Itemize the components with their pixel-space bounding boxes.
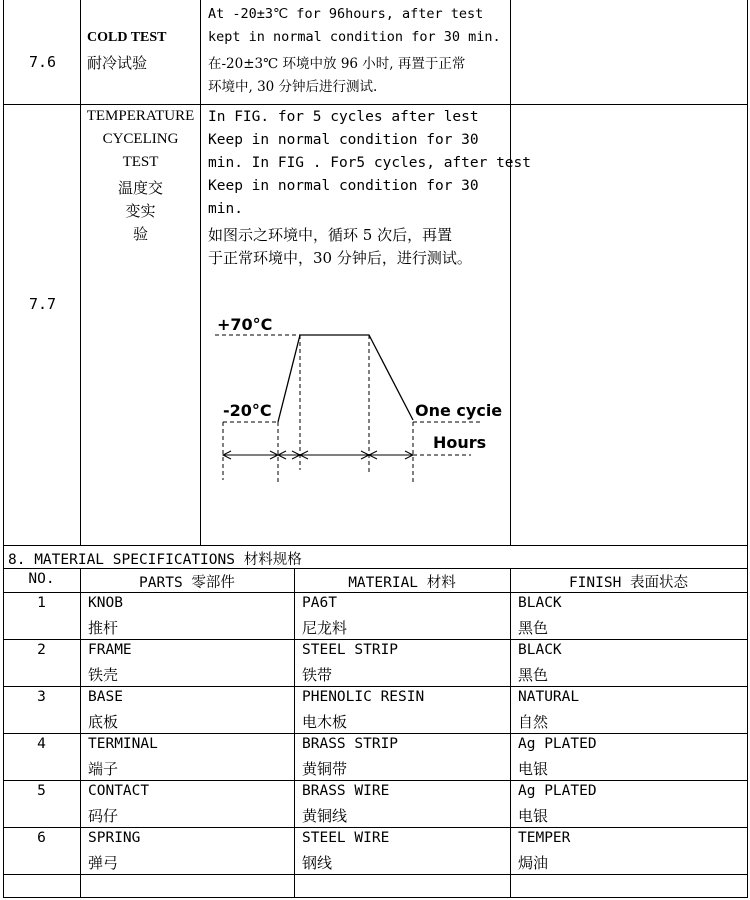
col-divider-1 — [80, 0, 81, 545]
finish-cn: 电银 — [518, 760, 549, 778]
test-item-cn: 耐冷试验 — [87, 54, 148, 72]
no-header: NO. — [28, 571, 55, 587]
table-row-divider — [3, 827, 748, 828]
test-item-en: CYCELING — [102, 131, 179, 147]
table-bottom-border — [3, 897, 748, 898]
part-name-cn: 端子 — [88, 760, 119, 778]
condition-line: At -20±3℃ for 96hours, after test — [208, 6, 484, 22]
row-no: 6 — [37, 830, 46, 846]
material-en: STEEL STRIP — [302, 642, 399, 658]
finish-en: Ag PLATED — [518, 736, 597, 752]
part-name-en: FRAME — [88, 642, 132, 658]
parts-header: PARTS 零部件 — [139, 575, 235, 591]
col-divider-2 — [200, 0, 201, 545]
finish-cn: 黑色 — [518, 619, 549, 637]
finish-cn: 黑色 — [518, 666, 549, 684]
material-en: BRASS STRIP — [302, 736, 399, 752]
condition-line: 环境中, 30 分钟后进行测试. — [208, 79, 378, 95]
condition-line: Keep in normal condition for 30 — [208, 178, 479, 194]
material-cn: 铁带 — [302, 666, 333, 684]
row-divider-7-6 — [3, 104, 748, 105]
table-row-divider — [3, 874, 748, 875]
test-no-7-6: 7.6 — [29, 53, 57, 71]
part-name-cn: 弹弓 — [88, 854, 119, 872]
table-row-divider — [3, 639, 748, 640]
finish-header: FINISH 表面状态 — [568, 575, 689, 591]
material-header: MATERIAL 材料 — [348, 575, 456, 591]
material-cn: 电木板 — [302, 713, 348, 731]
temperature-cycle-diagram — [203, 290, 508, 490]
row-no: 2 — [37, 642, 46, 658]
finish-en: TEMPER — [518, 830, 571, 846]
material-en: BRASS WIRE — [302, 783, 390, 799]
test-item-cn: 温度交 — [117, 179, 163, 197]
material-cn: 黄铜带 — [302, 760, 348, 778]
part-name-en: SPRING — [88, 830, 141, 846]
test-item-cn: 变实 — [125, 202, 156, 220]
test-item-en: TEMPERATURE — [86, 108, 195, 124]
row-no: 1 — [37, 595, 46, 611]
table-row-divider — [3, 780, 748, 781]
spec-sheet — [3, 0, 748, 898]
row-divider-7-7 — [3, 545, 748, 546]
test-item-en: COLD TEST — [87, 30, 167, 45]
condition-line: kept in normal condition for 30 min. — [208, 29, 501, 45]
condition-line: In FIG. for 5 cycles after lest — [208, 109, 479, 125]
table-row-divider — [3, 733, 748, 734]
part-name-cn: 码仔 — [88, 807, 119, 825]
finish-cn: 自然 — [518, 713, 549, 731]
condition-line: Keep in normal condition for 30 — [208, 132, 479, 148]
finish-cn: 电银 — [518, 807, 549, 825]
material-cn: 黄铜线 — [302, 807, 348, 825]
part-name-cn: 铁壳 — [88, 666, 119, 684]
condition-line: min. In FIG . For5 cycles, after test — [208, 155, 532, 171]
part-name-en: BASE — [88, 689, 123, 705]
left-border — [3, 0, 4, 898]
part-name-cn: 推杆 — [88, 619, 119, 637]
section-title: 8. MATERIAL SPECIFICATIONS 材料规格 — [8, 552, 302, 568]
row-no: 3 — [37, 689, 46, 705]
material-en: STEEL WIRE — [302, 830, 390, 846]
section-title-divider — [3, 568, 748, 569]
part-name-cn: 底板 — [88, 713, 119, 731]
row-no: 4 — [37, 736, 46, 752]
material-cn: 钢线 — [302, 854, 333, 872]
condition-line: 于正常环境中，30 分钟后，进行测试。 — [208, 249, 472, 267]
table-header-divider — [3, 592, 748, 593]
part-name-en: KNOB — [88, 595, 123, 611]
low-temp-label: -20°C — [223, 401, 272, 420]
table-row-divider — [3, 686, 748, 687]
part-name-en: CONTACT — [88, 783, 150, 799]
finish-cn: 焗油 — [518, 854, 549, 872]
finish-en: NATURAL — [518, 689, 580, 705]
part-name-en: TERMINAL — [88, 736, 158, 752]
cycle-label: One cycie — [415, 401, 503, 420]
high-temp-label: +70°C — [217, 315, 273, 334]
col-divider-3 — [510, 0, 511, 545]
material-en: PA6T — [302, 595, 337, 611]
material-cn: 尼龙料 — [302, 619, 348, 637]
finish-en: Ag PLATED — [518, 783, 597, 799]
finish-en: BLACK — [518, 595, 562, 611]
condition-line: 如图示之环境中，循环 5 次后，再置 — [208, 226, 453, 244]
right-border — [747, 0, 748, 898]
finish-en: BLACK — [518, 642, 562, 658]
material-en: PHENOLIC RESIN — [302, 689, 425, 705]
row-no: 5 — [37, 783, 46, 799]
condition-line: 在-20±3℃ 环境中放 96 小时, 再置于正常 — [208, 56, 466, 72]
test-no-7-7: 7.7 — [29, 295, 57, 313]
hours-label: Hours — [433, 433, 487, 452]
test-item-cn: 验 — [132, 225, 148, 243]
condition-line: min. — [208, 201, 243, 217]
test-item-en: TEST — [122, 154, 159, 170]
